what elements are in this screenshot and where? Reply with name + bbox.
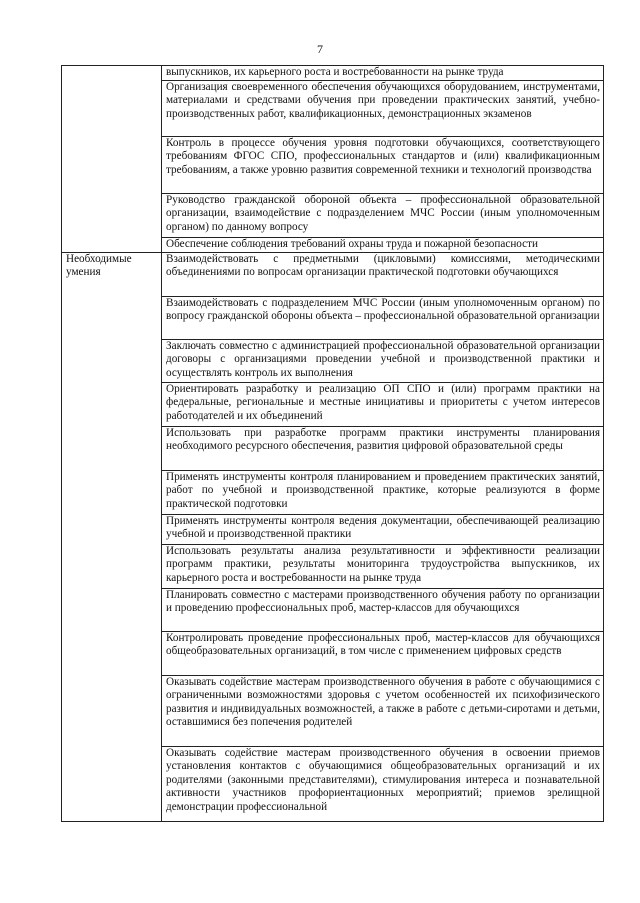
table-cell: Планировать совместно с мастерами производственного обучения работу по организации и проведению профессиональных проб, мастер-классов для обучающихся	[162, 588, 604, 631]
table-cell: Обеспечение соблюдения требований охраны труда и пожарной безопасности	[162, 237, 604, 252]
table-row	[62, 66, 604, 81]
table-cell: Взаимодействовать с предметными (цикловыми) комиссиями, методическими объединениями по вопросам организации практической подготовки обучающихся	[162, 252, 604, 296]
table-cell: Контроль в процессе обучения уровня подготовки обучающихся, соответствующего требованиям ФГОС СПО, профессиональных стандартов и (или) квалификационным требованиям, а также уровню развития современной техники и технологий производства	[162, 136, 604, 193]
table-cell: Оказывать содействие мастерам производственного обучения в освоении приемов установления контактов с обучающимися общеобразовательных организаций и их родителями (законными представителями), стимулирования интереса и познавательной активности участников профориентационных мероприятий; приемов зрелищной демонстрации профессиональной	[162, 746, 604, 821]
page-number: 7	[317, 42, 323, 56]
table-cell: Оказывать содействие мастерам производственного обучения в работе с обучающимися с ограниченными возможностями здоровья с учетом особенностей их психофизического развития и индивидуальных возможностей, а также в работе с детьми-сиротами и детьми, оставшимися без попечения родителей	[162, 675, 604, 746]
table-cell: Использовать при разработке программ практики инструменты планирования необходимого ресурсного обеспечения, развития цифровой образовательной среды	[162, 426, 604, 470]
table-cell: Использовать результаты анализа результативности и эффективности реализации программ практики, результаты мониторинга трудоустройства выпускников, их карьерного роста и востребованности на рынке труда	[162, 544, 604, 588]
label-cell-empty	[62, 66, 162, 253]
table-row	[62, 252, 604, 296]
table-cell: Ориентировать разработку и реализацию ОП СПО и (или) программ практики на федеральные, региональные и местные инициативы и приоритеты с учетом интересов работодателей и их объединений	[162, 382, 604, 426]
table-cell: Применять инструменты контроля планированием и проведением практических занятий, работ по учебной и производственной практике, которые реализуются в форме практической подготовки	[162, 470, 604, 514]
section-label: Необходимые умения	[62, 252, 162, 821]
table-cell: Руководство гражданской обороной объекта – профессиональной образовательной организации, взаимодействие с подразделением МЧС России (иным уполномоченным органом) по данному вопросу	[162, 193, 604, 237]
table-cell: Заключать совместно с администрацией профессиональной образовательной организации договоры с организациями проведении учебной и производственной практики и осуществлять контроль их выполнения	[162, 339, 604, 382]
table-cell: Применять инструменты контроля ведения документации, обеспечивающей реализацию учебной и производственной практики	[162, 514, 604, 544]
table-cell: выпускников, их карьерного роста и востребованности на рынке труда	[162, 66, 604, 81]
table-cell: Контролировать проведение профессиональных проб, мастер-классов для обучающихся общеобразовательных организаций, в том числе с применением цифровых средств	[162, 631, 604, 675]
competency-table	[61, 65, 604, 822]
table-cell: Взаимодействовать с подразделением МЧС России (иным уполномоченным органом) по вопросу гражданской обороны объекта – профессиональной образовательной организации	[162, 296, 604, 339]
table-cell: Организация своевременного обеспечения обучающихся оборудованием, инструментами, материалами и средствами обучения при проведении практических занятий, учебно-производственных работ, квалификационных, демонстрационных экзаменов	[162, 80, 604, 136]
